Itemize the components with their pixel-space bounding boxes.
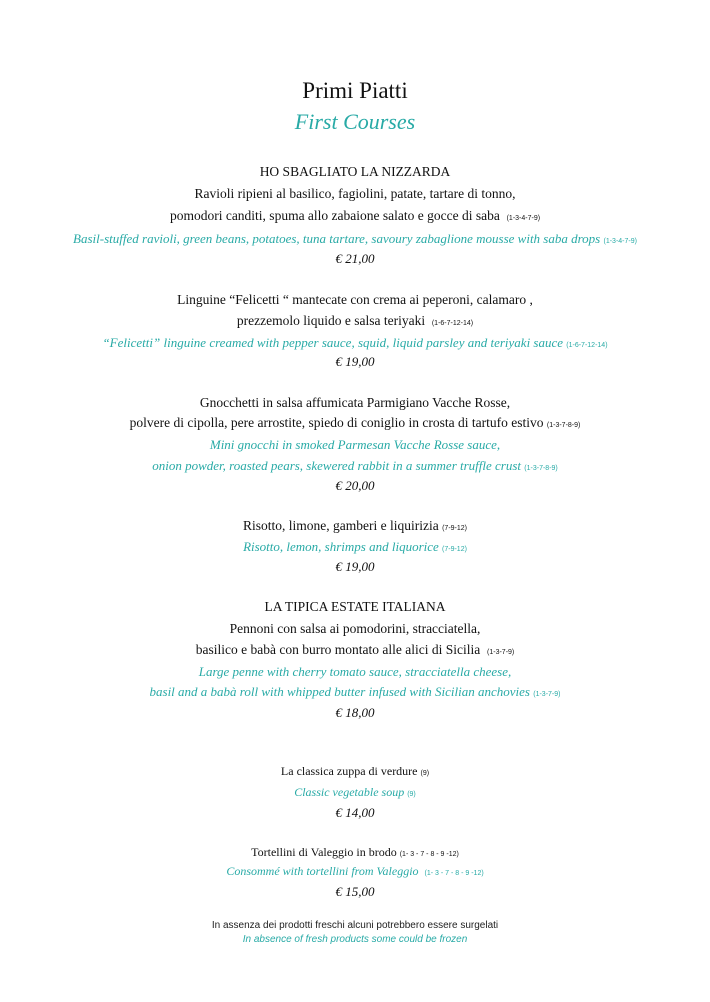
dish-2-description-it-2: prezzemolo liquido e salsa teriyaki (1-6-7-12-14) (236, 313, 474, 328)
dish-2-description-it: Linguine “Felicetti “ mantecate con crema ai peperoni, calamaro , (177, 292, 533, 307)
dish-3-allergens-it: (1-3-7-8-9) (546, 422, 581, 429)
dish-2-allergens-en: (1-6-7-12-14) (566, 342, 608, 349)
dish-7-price: € 15,00 (335, 884, 375, 899)
dish-7-allergens-en: (1- 3 - 7 - 8 - 9 -12) (424, 870, 484, 877)
dish-2-allergens-it: (1-6-7-12-14) (431, 320, 474, 327)
dish-6-description-en: Classic vegetable soup (9) (294, 785, 416, 799)
dish-2-price: € 19,00 (335, 354, 375, 369)
dish-1-allergens-en: (1-3-4-7-9) (603, 238, 637, 245)
dish-5-description-it: Pennoni con salsa ai pomodorini, stracciatella, (229, 621, 481, 636)
dish-1-description-it-2: pomodori canditi, spuma allo zabaione salato e gocce di saba (1-3-4-7-9) (169, 208, 541, 223)
dish-4-allergens-en: (7-9-12) (442, 546, 467, 553)
dish-1-name: HO SBAGLIATO LA NIZZARDA (259, 164, 451, 179)
dish-1-allergens-it: (1-3-4-7-9) (506, 215, 541, 222)
dish-3-price: € 20,00 (335, 478, 375, 493)
page-title: Primi Piatti (302, 78, 408, 103)
dish-7-allergens-it: (1- 3 - 7 - 8 - 9 -12) (399, 851, 459, 858)
dish-4-description-en: Risotto, lemon, shrimps and liquorice (7-9-12) (243, 539, 467, 554)
dish-2-description-en: “Felicetti” linguine creamed with pepper sauce, squid, liquid parsley and teriyaki sauce (1-6-7-12-14) (102, 335, 608, 350)
dish-5-price: € 18,00 (335, 705, 375, 720)
dish-4-allergens-it: (7-9-12) (442, 525, 467, 532)
dish-5-name: LA TIPICA ESTATE ITALIANA (264, 599, 446, 614)
dish-1-price: € 21,00 (335, 251, 375, 266)
dish-4-description-it: Risotto, limone, gamberi e liquirizia (7-9-12) (243, 518, 467, 533)
dish-5-description-en: Large penne with cherry tomato sauce, stracciatella cheese, (198, 664, 512, 679)
dish-1-description-en: Basil-stuffed ravioli, green beans, potatoes, tuna tartare, savoury zabaglione mousse with saba drops (1-3-4-7-9) (73, 231, 637, 246)
dish-3-description-en-2: onion powder, roasted pears, skewered rabbit in a summer truffle crust (1-3-7-8-9) (152, 458, 558, 473)
dish-6-description-it: La classica zuppa di verdure (9) (280, 764, 430, 778)
dish-5-allergens-it: (1-3-7-9) (487, 649, 515, 656)
dish-5-description-en-2: basil and a babà roll with whipped butter infused with Sicilian anchovies (1-3-7-9) (149, 684, 561, 699)
dish-7-description-en: Consommé with tortellini from Valeggio (1- 3 - 7 - 8 - 9 -12) (226, 864, 484, 878)
dish-1-description-it: Ravioli ripieni al basilico, fagiolini, patate, tartare di tonno, (194, 186, 516, 201)
footer-note-en: In absence of fresh products some could be frozen (242, 934, 468, 945)
dish-5-description-it-2: basilico e babà con burro montato alle alici di Sicilia (1-3-7-9) (195, 642, 515, 657)
dish-5-allergens-en: (1-3-7-9) (533, 691, 561, 698)
dish-3-allergens-en: (1-3-7-8-9) (524, 465, 558, 472)
footer-note-it: In assenza dei prodotti freschi alcuni potrebbero essere surgelati (211, 920, 499, 931)
dish-7-description-it: Tortellini di Valeggio in brodo (1- 3 - 7 - 8 - 9 -12) (251, 845, 459, 859)
page-subtitle: First Courses (294, 109, 416, 134)
dish-4-price: € 19,00 (335, 559, 375, 574)
dish-3-description-it-2: polvere di cipolla, pere arrostite, spiedo di coniglio in crosta di tartufo estivo (1-3-7-8-9) (129, 415, 581, 430)
dish-6-allergens-it: (9) (420, 770, 430, 777)
dish-3-description-en: Mini gnocchi in smoked Parmesan Vacche Rosse sauce, (209, 437, 501, 452)
dish-6-allergens-en: (9) (407, 791, 416, 798)
dish-3-description-it: Gnocchetti in salsa affumicata Parmigiano Vacche Rosse, (199, 395, 511, 410)
dish-6-price: € 14,00 (335, 805, 375, 820)
